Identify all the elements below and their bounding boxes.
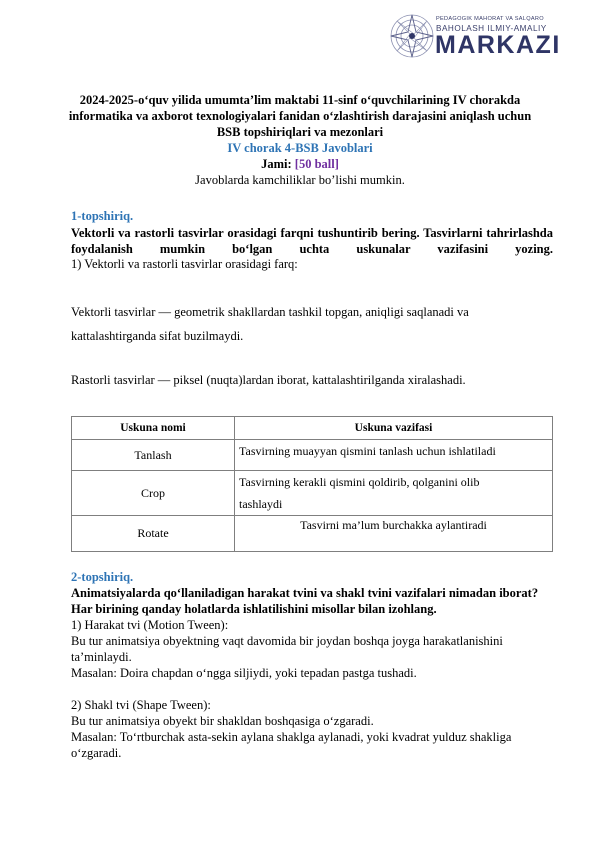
shape-tween-example-line1: Masalan: To‘rtburchak asta-sekin aylana shaklga aylanadi, yoki kvadrat yulduz shakliga — [71, 730, 512, 744]
total-label: Jami: — [261, 157, 295, 171]
emblem-icon — [388, 12, 436, 60]
disclaimer-note: Javoblarda kamchiliklar bo’lishi mumkin. — [195, 173, 405, 187]
tool-function: Tasvirning muayyan qismini tanlash uchun ishlatiladi — [235, 440, 553, 471]
tool-function — [235, 471, 553, 516]
logo-text-line2: BAHOLASH ILMIY-AMALIY — [436, 24, 547, 33]
logo-text-line3: MARKAZI — [435, 31, 561, 59]
total-points — [60, 156, 540, 172]
tool-function: Tasvirni ma’lum burchakka aylantiradi — [235, 516, 553, 552]
tool-function-line2: tashlaydi — [239, 497, 283, 511]
tools-table — [71, 416, 553, 552]
task1-heading: 1-topshiriq. — [71, 209, 134, 223]
motion-tween-example: Masalan: Doira chapdan o‘ngga siljiydi, yoki tepadan pastga tushadi. — [71, 666, 417, 680]
tool-function-line1: Tasvirning kerakli qismini qoldirib, qolganini olib — [239, 475, 480, 489]
vector-description-line2: kattalashtirganda sifat buzilmaydi. — [71, 329, 244, 343]
task2-heading: 2-topshiriq. — [71, 570, 134, 584]
shape-tween-desc: Bu tur animatsiya obyekt bir shakldan boshqasiga o‘zgaradi. — [71, 714, 374, 728]
shape-tween-title: 2) Shakl tvi (Shape Tween): — [71, 698, 211, 712]
table-row — [72, 440, 553, 471]
vector-description-line1: Vektorli tasvirlar — geometrik shakllardan tashkil topgan, aniqligi saqlanadi va — [71, 305, 469, 319]
tool-name: Crop — [72, 471, 235, 516]
table-header-row — [72, 417, 553, 440]
raster-description: Rastorli tasvirlar — piksel (nuqta)lardan iborat, kattalashtirilganda xiralashadi. — [71, 373, 466, 387]
table-row — [72, 516, 553, 552]
task1-sub1: 1) Vektorli va rastorli tasvirlar orasidagi farq: — [71, 257, 298, 271]
motion-tween-desc-line1: Bu tur animatsiya obyektning vaqt davomida bir joydan boshqa joyga harakatlanishini — [71, 634, 503, 648]
task2-question-line2: Har birining qanday holatlarda ishlatilishini misollar bilan izohlang. — [71, 602, 437, 616]
table-header-function: Uskuna vazifasi — [235, 417, 553, 440]
logo — [388, 12, 561, 64]
tool-name: Rotate — [72, 516, 235, 552]
motion-tween-title: 1) Harakat tvi (Motion Tween): — [71, 618, 229, 632]
subtitle: IV chorak 4-BSB Javoblari — [227, 141, 373, 155]
title-line1: 2024-2025-o‘quv yilida umumta’lim maktabi 11-sinf o‘quvchilarining IV chorakda — [79, 93, 521, 107]
motion-tween-desc-line2: ta’minlaydi. — [71, 650, 132, 664]
task2-question-line1: Animatsiyalarda qo‘llaniladigan harakat tvini va shakl tvini vazifalari nimadan iborat? — [71, 586, 539, 600]
tool-name: Tanlash — [72, 440, 235, 471]
logo-text-line1: PEDAGOGIK MAHORAT VA SALQARO — [436, 16, 544, 22]
table-row — [72, 471, 553, 516]
title-line3: BSB topshiriqlari va mezonlari — [216, 125, 384, 139]
table-header-name: Uskuna nomi — [72, 417, 235, 440]
task1-question: Vektorli va rastorli tasvirlar orasidagi farqni tushuntirib bering. Tasvirlarni tahrirlashda foydalanish mumkin bo‘lgan uchta uskunalar vazifasini yozing. — [71, 226, 553, 256]
title-line2: informatika va axborot texnologiyalari fanidan o‘zlashtirish darajasini aniqlash uchun — [68, 109, 532, 123]
total-value: [50 ball] — [294, 157, 339, 171]
shape-tween-example-line2: o‘zgaradi. — [71, 746, 122, 760]
